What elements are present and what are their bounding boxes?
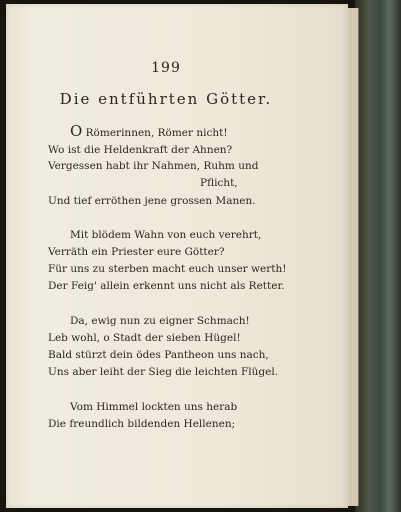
book-page xyxy=(6,4,348,508)
poem-line-text: Römerinnen, Römer nicht! xyxy=(82,127,228,139)
poem-line: Uns aber leiht der Sieg die leichten Flügel. xyxy=(48,366,279,378)
poem-line: Leb wohl, o Stadt der sieben Hügel! xyxy=(48,332,241,344)
poem-line: Pflicht, xyxy=(200,177,238,189)
poem-line: Wo ist die Heldenkraft der Ahnen? xyxy=(48,144,233,156)
poem-line: Verräth ein Priester eure Götter? xyxy=(48,246,225,258)
poem-line xyxy=(70,124,228,139)
poem-line: Vergessen habt ihr Nahmen, Ruhm und xyxy=(48,160,259,172)
poem-title: Die entführten Götter. xyxy=(59,90,273,108)
poem-line: Bald stürzt dein ödes Pantheon uns nach, xyxy=(48,349,269,361)
poem-line: Und tief erröthen jene grossen Manen. xyxy=(48,195,256,207)
poem-line: Mit blödem Wahn von euch verehrt, xyxy=(70,229,262,241)
poem-line: Für uns zu sterben macht euch unser werth! xyxy=(48,263,287,275)
poem-line: Der Feig' allein erkennt uns nicht als Retter. xyxy=(48,280,285,292)
page-number: 199 xyxy=(151,60,181,76)
poem-line: Da, ewig nun zu eigner Schmach! xyxy=(70,315,250,327)
poem-line: Die freundlich bildenden Hellenen; xyxy=(48,418,236,430)
book-cover-edge xyxy=(355,0,401,512)
initial-letter: O xyxy=(70,122,83,140)
poem-line: Vom Himmel lockten uns herab xyxy=(70,401,238,413)
